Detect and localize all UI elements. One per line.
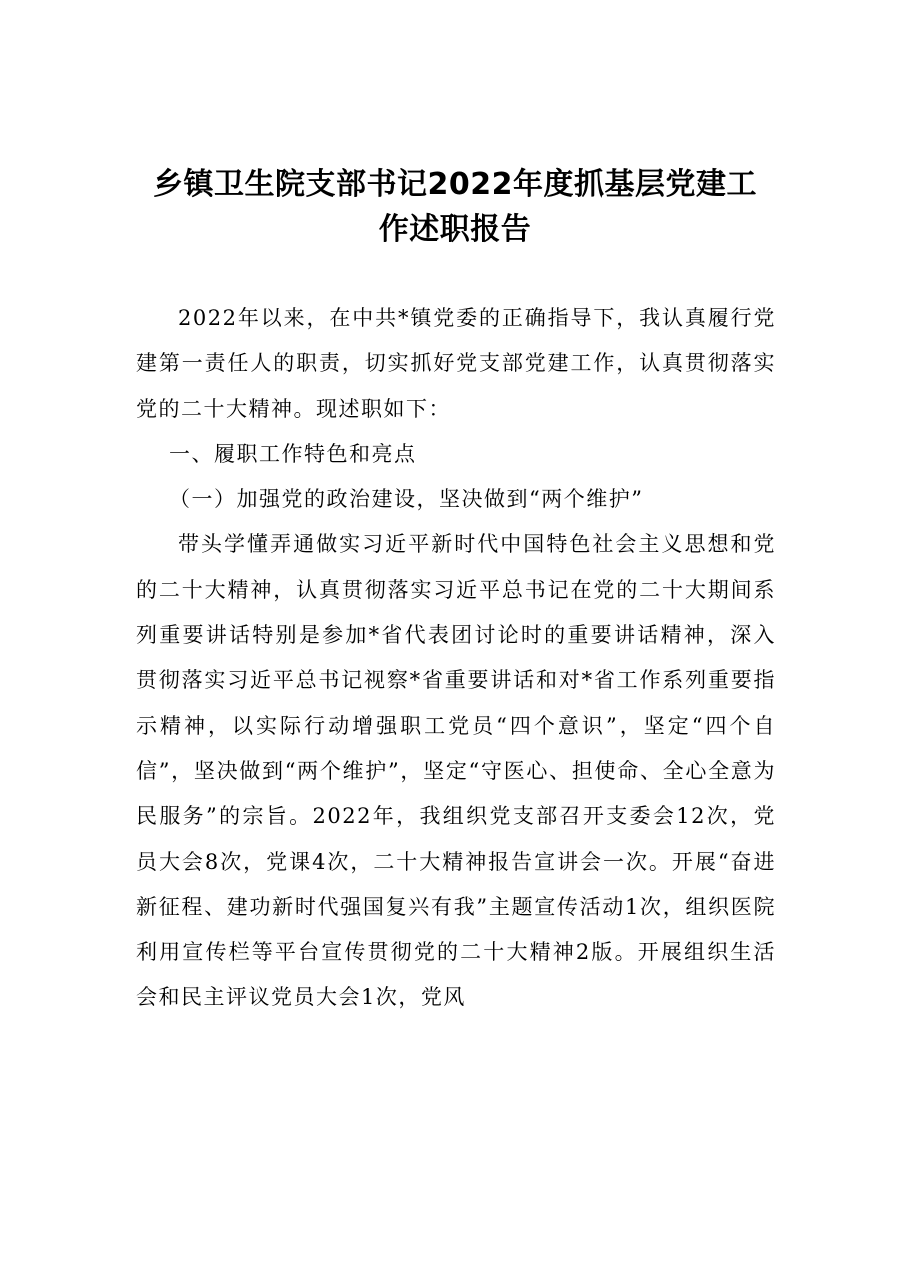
document-title	[130, 162, 780, 252]
body-paragraph: 带头学懂弄通做实习近平新时代中国特色社会主义思想和党的二十大精神，认真贯彻落实习近平总书记在党的二十大期间系列重要讲话特别是参加*省代表团讨论时的重要讲话精神，深入贯彻落实习近平总书记视察*省重要讲话和对*省工作系列重要指示精神，以实际行动增强职工党员“四个意识”，坚定“四个自信”，坚决做到“两个维护”，坚定“守医心、担使命、全心全意为民服务”的宗旨。2022年，我组织党支部召开支委会12次，党员大会8次，党课4次，二十大精神报告宣讲会一次。开展“奋进新征程、建功新时代强国复兴有我”主题宣传活动1次，组织医院利用宣传栏等平台宣传贯彻党的二十大精神2版。开展组织生活会和民主评议党员大会1次，党风	[136, 532, 776, 1010]
intro-paragraph: 2022年以来，在中共*镇党委的正确指导下，我认真履行党建第一责任人的职责，切实抓好党支部党建工作，认真贯彻落实党的二十大精神。现述职如下：	[136, 306, 776, 421]
subsection-heading: （一）加强党的政治建设，坚决做到“两个维护”	[169, 487, 644, 512]
title-line-2: 作述职报告	[378, 212, 532, 247]
document-body	[136, 296, 776, 1021]
title-line-1: 乡镇卫生院支部书记2022年度抓基层党建工	[153, 167, 757, 202]
section-heading: 一、履职工作特色和亮点	[169, 441, 417, 466]
